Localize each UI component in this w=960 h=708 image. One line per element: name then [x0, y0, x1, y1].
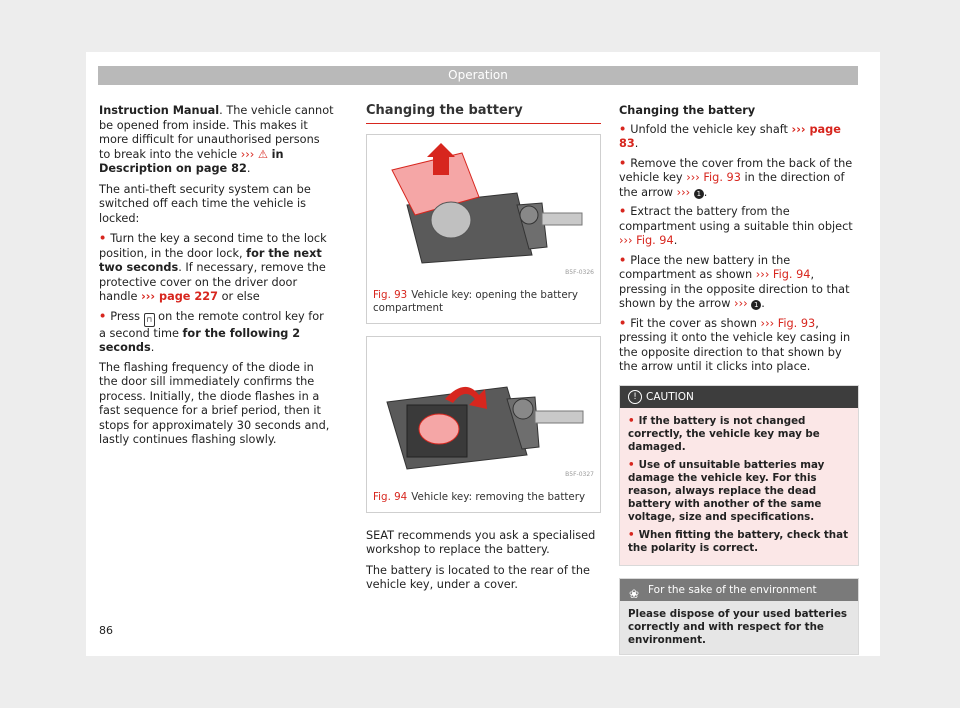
warning-triangle-icon: ⚠ — [257, 147, 268, 161]
environment-body: Please dispose of your used batteries correctly and with respect for the environment. — [620, 601, 858, 654]
column-right — [619, 104, 859, 655]
paragraph-recommend: SEAT recommends you ask a specialised workshop to replace the battery. — [366, 528, 596, 556]
figure-caption: Fig. 93 Vehicle key: opening the battery compartment — [373, 288, 578, 314]
figure-93 — [366, 134, 601, 324]
bullet-icon: • — [619, 122, 627, 136]
number-1-icon: 1 — [751, 300, 761, 310]
paragraph-antitheft: The anti-theft security system can be switched off each time the vehicle is locked: — [99, 182, 311, 225]
figure-link[interactable]: ››› Fig. 93 — [686, 171, 741, 184]
bullet-icon: • — [619, 156, 627, 170]
number-1-icon: 1 — [694, 189, 704, 199]
bullet-turn-key: • Turn the key a second time to the lock position, in the door lock, for the next two seconds. If necessary, remove the protective cover on the driver door handle ››› page 227 or else — [99, 232, 327, 303]
page-link[interactable]: ››› page 227 — [141, 290, 218, 303]
key-battery-illustration — [367, 337, 600, 487]
figure-code: B5F-0327 — [565, 471, 594, 478]
figure-caption: Fig. 94 Vehicle key: removing the battery — [373, 490, 586, 503]
caution-body: • If the battery is not changed correctly, the vehicle key may be damaged. • Use of unsuitable batteries may damage the vehicle key. For this reason, always replace the dead battery with another of the same voltage, size and specifications. • When fitting the battery, check that the polarity is correct. — [620, 408, 858, 565]
cross-ref-text[interactable]: in Description on page 82 — [99, 147, 284, 175]
paragraph-location: The battery is located to the rear of the vehicle key, under a cover. — [366, 563, 590, 591]
lock-button-icon: ⊓ — [144, 313, 155, 327]
environment-box — [619, 578, 859, 655]
arrow-link[interactable]: ››› — [734, 297, 748, 310]
arrow-link[interactable]: ››› — [676, 185, 691, 199]
bullet-icon: • — [619, 316, 627, 330]
environment-header: ❀ For the sake of the environment — [620, 579, 858, 601]
page-link[interactable]: ››› page 83 — [619, 122, 841, 150]
figure-94 — [366, 336, 601, 513]
bullet-icon: • — [628, 458, 635, 471]
paragraph-flashing: The flashing frequency of the diode in the door sill immediately confirms the process. Initially, the diode flashes in a fast sequence for a brief period, then it stops for approximately 30 seconds and, lastly continues flashing slowly. — [99, 360, 330, 446]
subsection-title: Changing the battery — [619, 104, 756, 117]
cross-ref-link[interactable]: ››› — [240, 147, 255, 161]
step-extract: • Extract the battery from the compartment using a suitable thin object ››› Fig. 94. — [619, 205, 853, 247]
column-left — [99, 104, 334, 454]
bullet-icon: • — [628, 528, 635, 541]
section-title: Changing the battery — [366, 104, 601, 124]
step-remove-cover: • Remove the cover from the back of the vehicle key ››› Fig. 93 in the direction of the arrow ››› 1 . — [619, 156, 853, 199]
bullet-icon: • — [619, 205, 627, 218]
caution-box — [619, 385, 859, 566]
bullet-icon: • — [99, 232, 107, 245]
bullet-press-button: • Press ⊓ on the remote control key for a second time for the following 2 seconds. — [99, 309, 324, 354]
figure-link[interactable]: ››› Fig. 93 — [760, 316, 816, 330]
section-header: Operation — [98, 66, 858, 85]
info-circle-icon: ! — [628, 390, 642, 404]
figure-code: B5F-0326 — [565, 269, 594, 276]
column-middle — [366, 104, 601, 599]
figure-link[interactable]: ››› Fig. 94 — [619, 234, 674, 247]
caution-header: ! CAUTION — [620, 386, 858, 408]
paragraph-instruction: Instruction Manual. The vehicle cannot be opened from inside. This makes it more difficult for unauthorised persons to break into the vehicle ››› ⚠ in Description on page 82. — [99, 104, 334, 175]
bold-text: Instruction Manual — [99, 104, 220, 117]
bullet-icon: • — [619, 253, 627, 267]
manual-page — [86, 52, 880, 656]
bullet-icon: • — [99, 309, 107, 323]
bullet-icon: • — [628, 414, 635, 427]
step-fit-cover: • Fit the cover as shown ››› Fig. 93, pressing it onto the vehicle key casing in the opposite direction to that shown by the arrow until it clicks into place. — [619, 316, 851, 373]
page-number: 86 — [99, 624, 113, 637]
step-unfold: • Unfold the vehicle key shaft ››› page 83. — [619, 122, 841, 150]
step-place: • Place the new battery in the compartment as shown ››› Fig. 94, pressing in the opposite direction to that shown by the arrow ››› 1 . — [619, 253, 850, 310]
key-opening-illustration — [367, 135, 600, 285]
leaf-icon: ❀ — [629, 586, 640, 601]
figure-link[interactable]: ››› Fig. 94 — [755, 268, 811, 281]
